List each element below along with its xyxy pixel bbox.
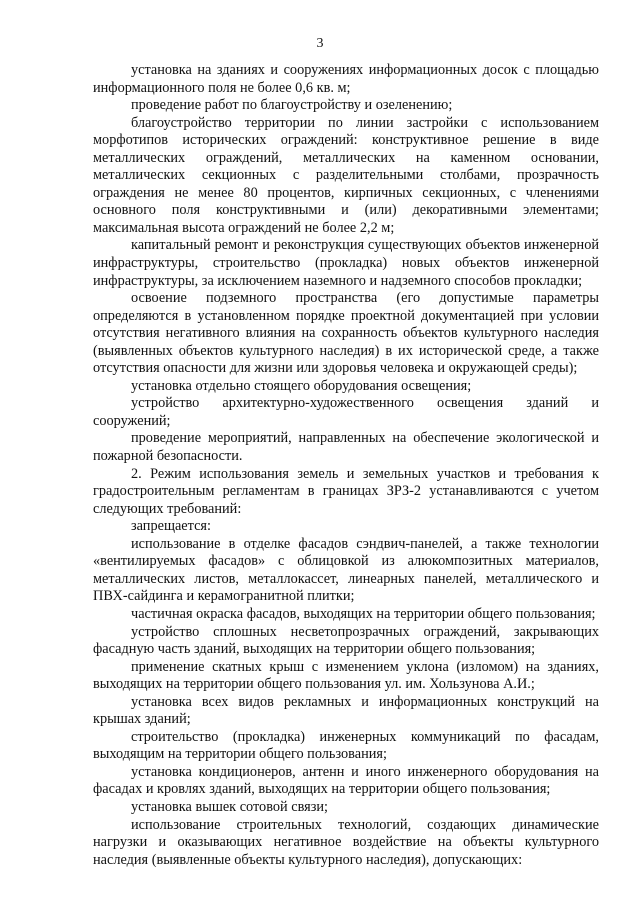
paragraph: установка отдельно стоящего оборудования освещения; (131, 377, 472, 394)
paragraph: использование строительных технологий, создающих динамические нагрузки и оказывающих негативное воздействие на объекты культурного наследия (выявленные объекты культурного наследия), допускающих: (93, 816, 599, 868)
paragraph: проведение мероприятий, направленных на обеспечение экологической и пожарной безопасности. (93, 430, 599, 465)
paragraph: капитальный ремонт и реконструкция существующих объектов инженерной инфраструктуры, строительство (прокладка) новых объектов инженерной инфраструктуры, за исключением наземного и надземного способов прокладки; (93, 237, 599, 289)
paragraph: освоение подземного пространства (его допустимые параметры определяются в установленном порядке проектной документацией при условии отсутствия негативного влияния на сохранность объектов культурного наследия (выявленных объектов культурного наследия) в их исторической среде, а также отсутствия опасности для жизни или здоровья человека и окружающей среды); (93, 290, 599, 377)
paragraph: применение скатных крыш с изменением уклона (изломом) на зданиях, выходящих на территории общего пользования ул. им. Хользунова А.И.; (93, 658, 599, 693)
paragraph: 2. Режим использования земель и земельных участков и требования к градостроительным регламентам в границах ЗРЗ-2 устанавливаются с учетом следующих требований: (93, 465, 599, 517)
paragraph: использование в отделке фасадов сэндвич-панелей, а также технологии «вентилируемых фасадов» с облицовкой из алюкомпозитных материалов, металлических листов, металлокассет, линеарных панелей, металлического и ПВХ-сайдинга и керамогранитной плитки; (93, 535, 599, 605)
paragraph: строительство (прокладка) инженерных коммуникаций по фасадам, выходящим на территории общего пользования; (93, 728, 599, 763)
paragraph: устройство сплошных несветопрозрачных ограждений, закрывающих фасадную часть зданий, выходящих на территории общего пользования; (93, 623, 599, 658)
paragraph: проведение работ по благоустройству и озеленению; (131, 97, 453, 114)
page-number: 3 (316, 36, 324, 51)
paragraph: благоустройство территории по линии застройки с использованием морфотипов исторических ограждений: конструктивное решение в виде металлических ограждений, металлических на каменном основании, металлических секционных с разделительными столбами, прозрачность ограждения не менее 80 процентов, кирпичных секционных, с членениями основного поля конструктивными и (или) декоративными элементами; максимальная высота ограждений не более 2,2 м; (93, 114, 599, 236)
paragraph: запрещается: (131, 518, 211, 535)
paragraph: установка вышек сотовой связи; (131, 798, 328, 815)
paragraph: установка всех видов рекламных и информационных конструкций на крышах зданий; (93, 693, 599, 728)
document-body (93, 62, 599, 869)
paragraph: устройство архитектурно-художественного освещения зданий и сооружений; (93, 395, 599, 429)
paragraph: установка на зданиях и сооружениях информационных досок с площадью информационного поля не более 0,6 кв. м; (93, 62, 599, 96)
paragraph: частичная окраска фасадов, выходящих на территории общего пользования; (131, 605, 596, 622)
paragraph: установка кондиционеров, антенн и иного инженерного оборудования на фасадах и кровлях зданий, выходящих на территории общего пользования; (93, 763, 599, 798)
